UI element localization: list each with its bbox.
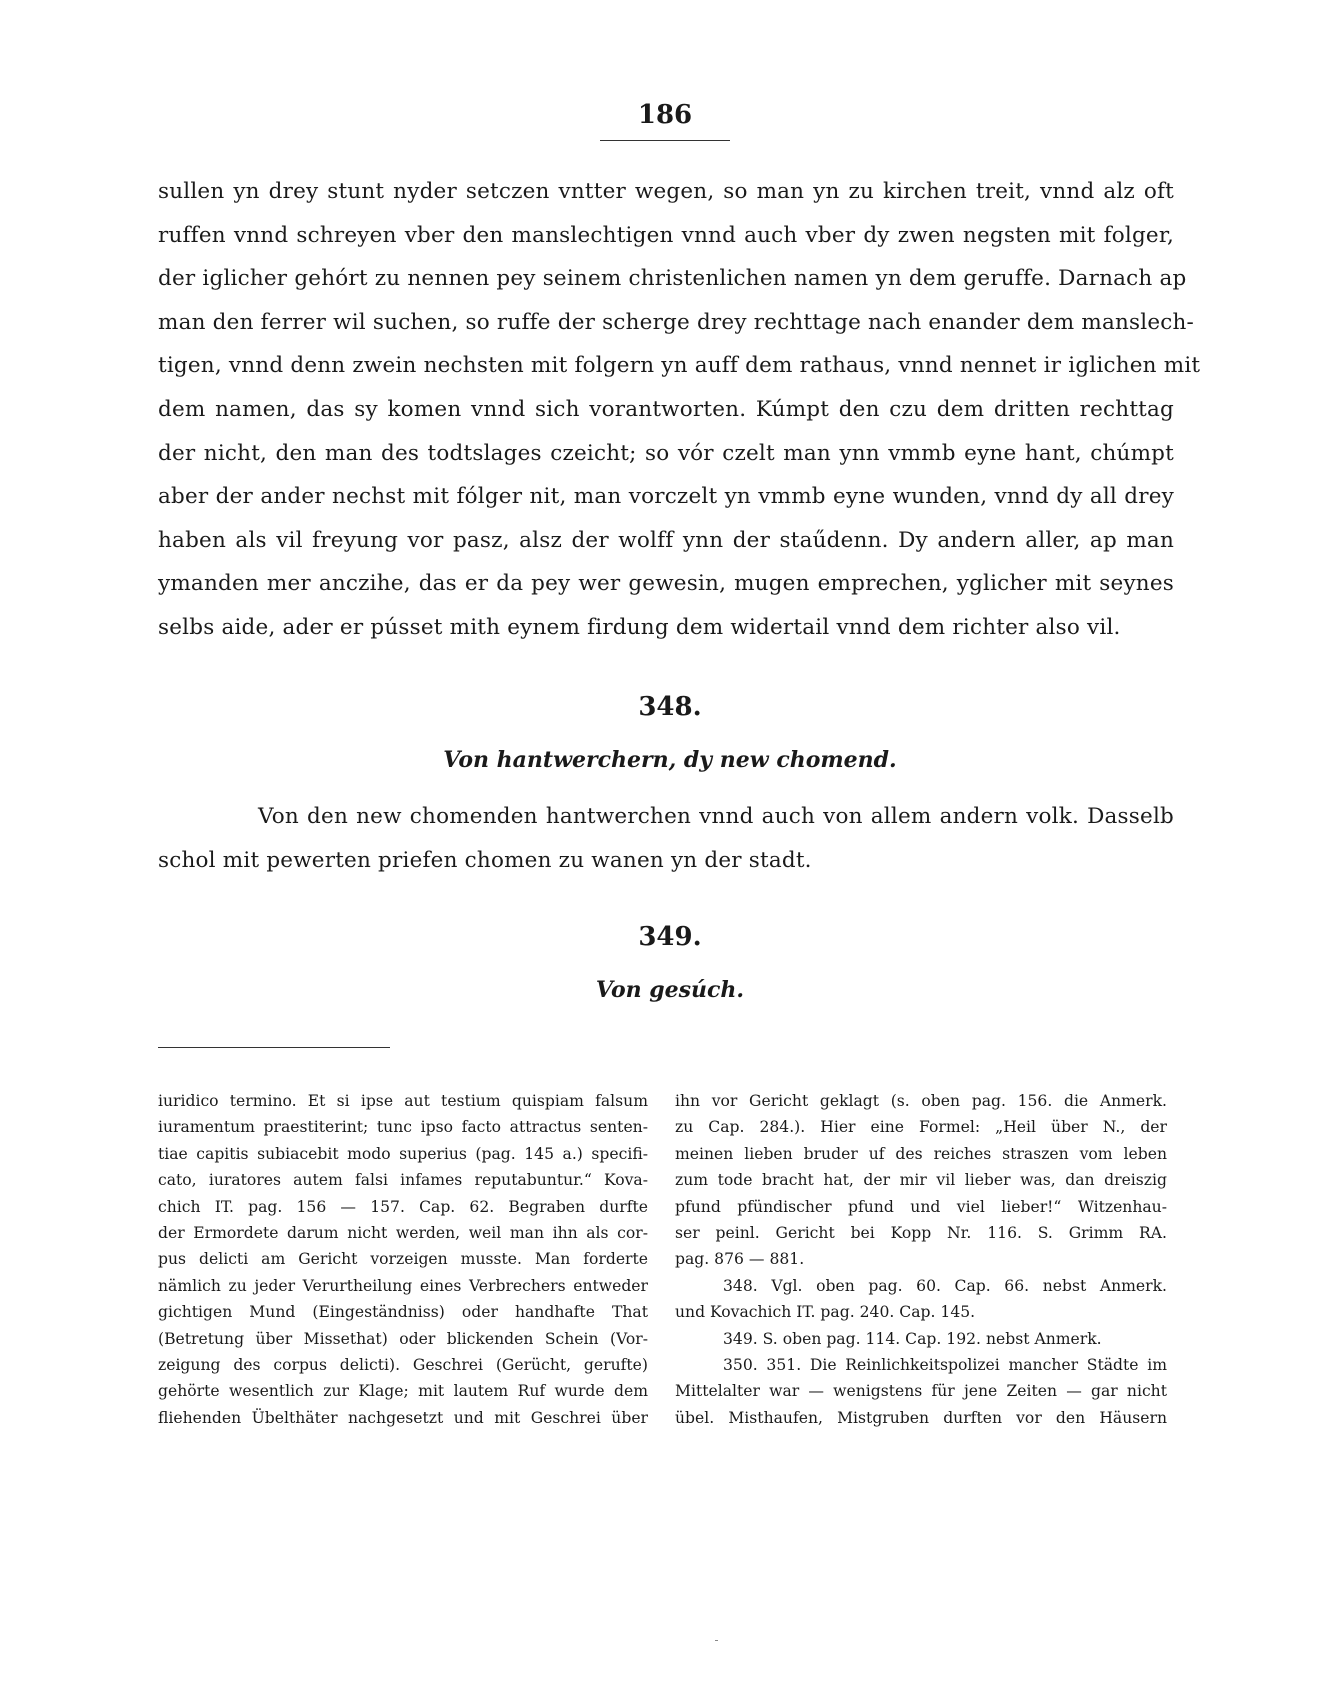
footnote-line: chich IT. pag. 156 — 157. Cap. 62. Begraben durfte: [158, 1197, 648, 1216]
section-number-349: 349.: [638, 922, 702, 952]
footnote-line: 348. Vgl. oben pag. 60. Cap. 66. nebst Anmerk.: [723, 1276, 1167, 1295]
text-line: schol mit pewerten priefen chomen zu wanen yn der stadt.: [158, 847, 812, 873]
footnote-line: ser peinl. Gericht bei Kopp Nr. 116. S. Grimm RA.: [675, 1223, 1167, 1242]
page-number: 186: [637, 100, 693, 130]
text-line: tigen, vnnd denn zwein nechsten mit folgern yn auff dem rathaus, vnnd nennet ir iglichen mit: [158, 353, 1201, 379]
text-line: der nicht, den man des todtslages czeicht; so vór czelt man ynn vmmb eyne hant, chúmpt: [158, 440, 1174, 466]
footnotes-right-column: [675, 1088, 1167, 1431]
footnote-line: zeigung des corpus delicti). Geschrei (Gerücht, gerufte): [158, 1355, 648, 1374]
footnote-line: Mittelalter war — wenigstens für jene Zeiten — gar nicht: [675, 1382, 1167, 1401]
text-line: Von den new chomenden hantwerchen vnnd auch von allem andern volk. Dasselb: [258, 804, 1174, 829]
footnote-line: iuramentum praestiterint; tunc ipso facto attractus senten-: [158, 1118, 648, 1137]
main-text: [158, 170, 1201, 650]
footnote-line: übel. Misthaufen, Mistgruben durften vor den Häusern: [675, 1408, 1167, 1427]
footnote-line: der Ermordete darum nicht werden, weil man ihn als cor-: [158, 1223, 648, 1242]
section-title-348: Von hantwerchern, dy new chomend.: [443, 747, 897, 773]
footnote-line: gichtigen Mund (Eingeständniss) oder handhafte That: [158, 1303, 648, 1322]
text-line: haben als vil freyung vor pasz, alsz der wolff ynn der staűdenn. Dy andern aller, ap man: [158, 527, 1174, 553]
section-348-text: [158, 795, 1174, 882]
footnote-line: meinen lieben bruder uf des reiches straszen vom leben: [675, 1144, 1167, 1163]
footnote-line: nämlich zu jeder Verurtheilung eines Verbrechers entweder: [158, 1276, 648, 1295]
footnote-line: tiae capitis subiacebit modo superius (pag. 145 a.) specifi-: [158, 1144, 648, 1163]
text-line: dem namen, das sy komen vnnd sich vorantworten. Kúmpt den czu dem dritten rechttag: [158, 396, 1174, 422]
footnote-line: pfund pfündischer pfund und viel lieber!“ Witzenhau-: [675, 1197, 1167, 1216]
text-line: sullen yn drey stunt nyder setczen vntter wegen, so man yn zu kirchen treit, vnnd alz oft: [158, 179, 1174, 204]
section-title-349: Von gesúch.: [595, 977, 745, 1003]
footnote-line: pag. 876 — 881.: [675, 1250, 805, 1269]
text-line: selbs aide, ader er pússet mith eynem firdung dem widertail vnnd dem richter also vil.: [158, 614, 1121, 640]
scan-speck: [715, 1640, 718, 1641]
footnote-line: 349. S. oben pag. 114. Cap. 192. nebst Anmerk.: [723, 1329, 1102, 1348]
footnote-line: und Kovachich IT. pag. 240. Cap. 145.: [675, 1303, 976, 1322]
footnote-line: zu Cap. 284.). Hier eine Formel: „Heil über N., der: [675, 1118, 1167, 1137]
footnote-line: 350. 351. Die Reinlichkeitspolizei mancher Städte im: [723, 1355, 1167, 1374]
footnote-line: pus delicti am Gericht vorzeigen musste. Man forderte: [158, 1250, 648, 1269]
footnote-rule: [158, 1047, 390, 1048]
text-line: ymanden mer anczihe, das er da pey wer gewesin, mugen emprechen, yglicher mit seynes: [158, 571, 1174, 597]
text-line: ruffen vnnd schreyen vber den manslechtigen vnnd auch vber dy zwen negsten mit folger,: [158, 222, 1174, 248]
text-line: der iglicher gehórt zu nennen pey seinem christenlichen namen yn dem geruffe. Darnach ap: [158, 266, 1187, 292]
section-number-348: 348.: [638, 692, 702, 722]
footnote-line: gehörte wesentlich zur Klage; mit lautem Ruf wurde dem: [158, 1382, 648, 1401]
footnotes-left-column: [158, 1088, 648, 1431]
text-line: aber der ander nechst mit fólger nit, man vorczelt yn vmmb eyne wunden, vnnd dy all drey: [158, 484, 1174, 510]
page-number-rule: [600, 140, 730, 141]
footnote-line: (Betretung über Missethat) oder blickenden Schein (Vor-: [158, 1329, 648, 1348]
footnote-line: ihn vor Gericht geklagt (s. oben pag. 156. die Anmerk.: [675, 1092, 1167, 1110]
footnote-line: iuridico termino. Et si ipse aut testium quispiam falsum: [158, 1092, 648, 1110]
footnote-line: zum tode bracht hat, der mir vil lieber was, dan dreiszig: [675, 1171, 1167, 1190]
footnote-line: fliehenden Übelthäter nachgesetzt und mit Geschrei über: [158, 1408, 648, 1427]
text-line: man den ferrer wil suchen, so ruffe der scherge drey rechttage nach enander dem manslech-: [158, 309, 1194, 335]
footnote-line: cato, iuratores autem falsi infames reputabuntur.“ Kova-: [158, 1171, 648, 1190]
